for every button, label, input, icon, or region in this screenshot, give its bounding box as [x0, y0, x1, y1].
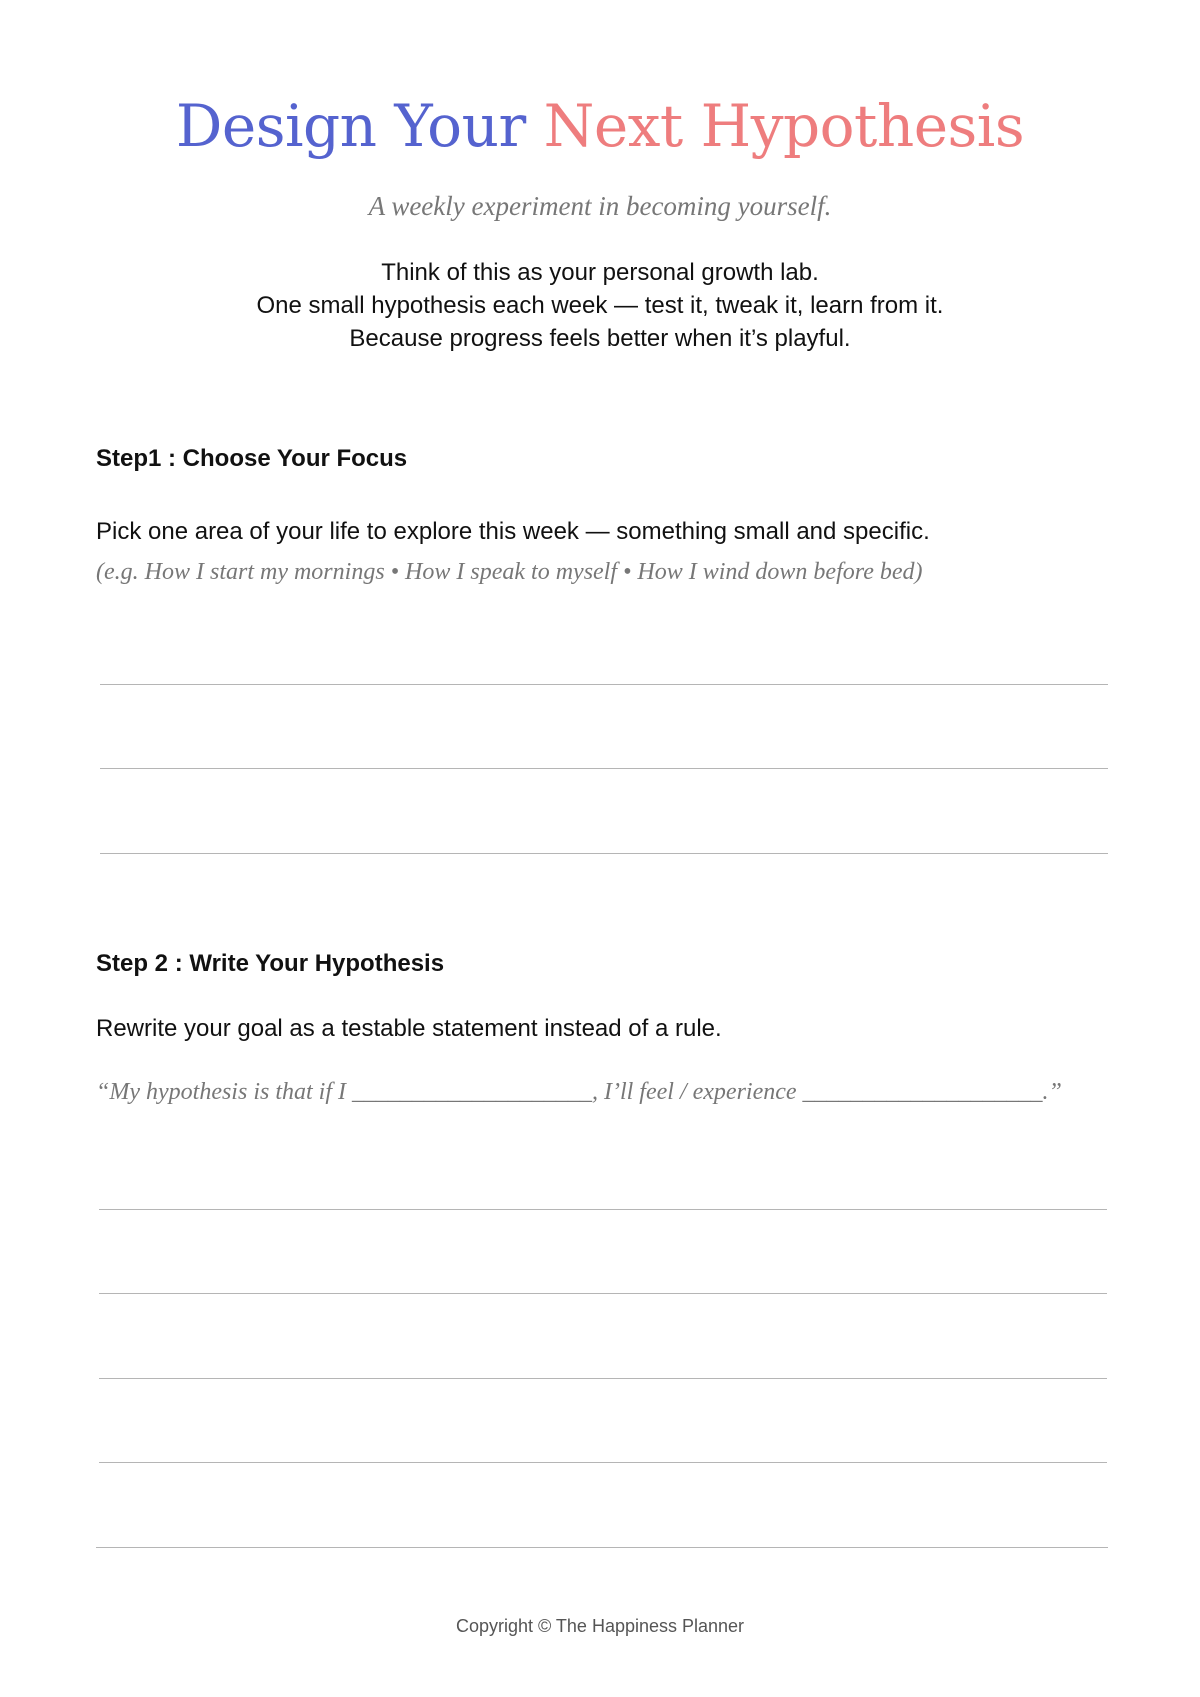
step1-heading: Step1 : Choose Your Focus	[96, 445, 408, 472]
page-subtitle: A weekly experiment in becoming yourself.	[368, 191, 832, 221]
step2-prompt: Rewrite your goal as a testable statement instead of a rule.	[96, 1015, 722, 1042]
step1-writing-line-3[interactable]	[100, 853, 1108, 854]
step1-example: (e.g. How I start my mornings • How I speak to myself • How I wind down before bed)	[96, 559, 923, 585]
step1-writing-line-2[interactable]	[100, 768, 1108, 769]
step2-heading: Step 2 : Write Your Hypothesis	[96, 950, 445, 977]
step2-writing-line-1[interactable]	[99, 1209, 1107, 1210]
intro-line-2: One small hypothesis each week — test it, tweak it, learn from it.	[256, 292, 944, 319]
step2-writing-line-3[interactable]	[99, 1378, 1107, 1379]
title-part-1: Design Your	[175, 92, 526, 160]
title-part-2: Next Hypothesis	[543, 92, 1025, 160]
step2-example: “My hypothesis is that if I ____________________, I’ll feel / experience ____________________.”	[96, 1079, 1062, 1105]
intro-line-1: Think of this as your personal growth lab.	[381, 259, 819, 286]
page-title	[0, 86, 1200, 166]
step1-writing-line-1[interactable]	[100, 684, 1108, 685]
footer-copyright: Copyright © The Happiness Planner	[455, 1616, 745, 1636]
step2-writing-line-4[interactable]	[99, 1462, 1107, 1463]
intro-line-3: Because progress feels better when it’s playful.	[349, 325, 851, 352]
step2-writing-line-5[interactable]	[96, 1547, 1108, 1548]
step1-prompt: Pick one area of your life to explore this week — something small and specific.	[96, 518, 930, 545]
intro-text	[0, 256, 1200, 355]
step2-writing-line-2[interactable]	[99, 1293, 1107, 1294]
